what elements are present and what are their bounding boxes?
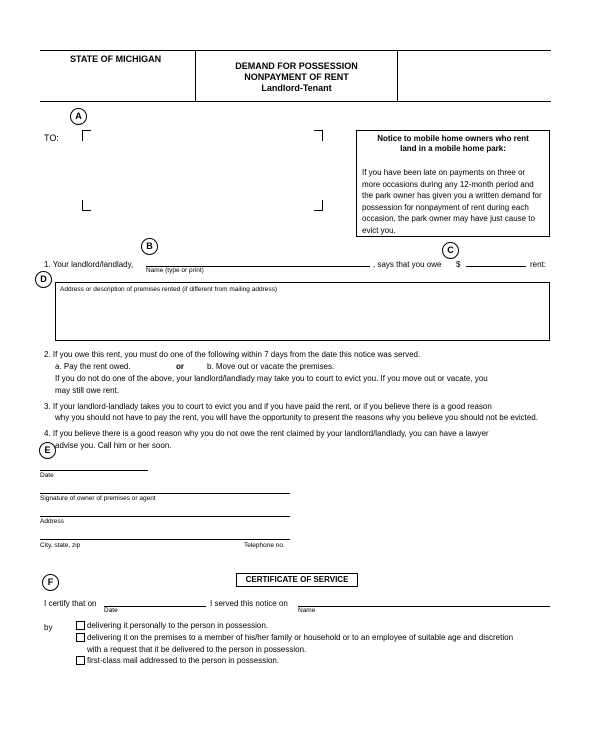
court-state: STATE OF MICHIGAN: [70, 54, 162, 64]
item2-line4: If you do not do one of the above, your landlord/landlady may take you to court to evict you. If you move out or vacate, you: [55, 374, 488, 383]
signature-line[interactable]: [40, 493, 290, 494]
premises-delivery-checkbox[interactable]: [76, 633, 85, 642]
item3-line2: why you should not have to pay the rent, you will have the opportunity to present the reasons why you believe you should not be evicted.: [55, 413, 538, 422]
personal-delivery-label: delivering it personally to the person in possession.: [87, 621, 268, 630]
address-corner-br: [314, 200, 323, 211]
date-caption: Date: [40, 472, 54, 479]
address-corner-tr: [314, 130, 323, 141]
premises-delivery-label-cont: with a request that it be delivered to the person in possession.: [87, 645, 307, 654]
address-corner-bl: [82, 200, 91, 211]
service-date-caption: Date: [104, 607, 118, 614]
marker-c: C: [442, 242, 459, 259]
date-line[interactable]: [40, 470, 148, 471]
service-date-line[interactable]: [104, 606, 206, 607]
item1-owe-text: , says that you owe: [373, 260, 442, 269]
certify-prefix: I certify that on: [44, 599, 97, 608]
marker-a: A: [70, 108, 87, 125]
header-top-border: [40, 50, 551, 51]
form-title: DEMAND FOR POSSESSION NONPAYMENT OF RENT Landlord-Tenant: [235, 61, 358, 93]
personal-delivery-checkbox[interactable]: [76, 621, 85, 630]
served-text: I served this notice on: [210, 599, 288, 608]
item1-suffix: rent:: [530, 260, 547, 269]
address-line[interactable]: [40, 516, 290, 517]
item3-line1: 3. If your landlord-landlady takes you to court to evict you and if you have paid the rent, or if you believe there is a good reason: [44, 402, 492, 411]
mobile-home-notice-box: [356, 130, 550, 237]
by-label: by: [44, 623, 53, 632]
item2-option-a: a. Pay the rent owed.: [55, 362, 131, 371]
certificate-title: CERTIFICATE OF SERVICE: [236, 573, 358, 587]
header-bottom-border: [40, 101, 551, 102]
dollar-sign: $: [456, 260, 461, 269]
notice-title: Notice to mobile home owners who rent land in a mobile home park:: [377, 134, 529, 153]
premises-delivery-label: delivering it on the premises to a member of his/her family or household or to an employee of suitable age and discretion: [87, 633, 514, 642]
item2-or: or: [176, 362, 184, 371]
marker-e: E: [39, 442, 56, 459]
telephone-caption: Telephone no.: [244, 542, 285, 549]
mail-delivery-checkbox[interactable]: [76, 656, 85, 665]
city-line[interactable]: [40, 539, 290, 540]
item4-line2: advise you. Call him or her soon.: [55, 441, 172, 450]
marker-b: B: [141, 238, 158, 255]
rent-amount-line[interactable]: [466, 266, 526, 267]
marker-d: D: [35, 271, 52, 288]
premises-address-box[interactable]: [55, 282, 550, 341]
item1-prefix: 1. Your landlord/landlady,: [44, 260, 134, 269]
marker-f: F: [42, 574, 59, 591]
landlord-name-caption: Name (type or print): [146, 267, 204, 274]
served-name-caption: Name: [298, 607, 316, 614]
premises-address-label: Address or description of premises rented (if different from mailing address): [60, 286, 278, 293]
to-label: TO:: [44, 133, 59, 143]
item4-line1: 4. If you believe there is a good reason why you do not owe the rent claimed by your landlord/landlady, you can have a lawyer: [44, 429, 489, 438]
signature-caption: Signature of owner of premises or agent: [40, 495, 156, 502]
address-corner-tl: [82, 130, 91, 141]
address-caption: Address: [40, 518, 64, 525]
served-name-line[interactable]: [298, 606, 550, 607]
header-divider-right: [397, 50, 398, 101]
item2-line5: may still owe rent.: [55, 386, 120, 395]
notice-body: If you have been late on payments on three or more occasions during any 12-month period and the park owner has given you a written demand for possession for nonpayment of rent during each occasion, the park owner may have just cause to evict you.: [362, 168, 542, 235]
city-caption: City, state, zip: [40, 542, 81, 549]
item2-option-b: b. Move out or vacate the premises.: [207, 362, 335, 371]
item2-line1: 2. If you owe this rent, you must do one of the following within 7 days from the date this notice was served.: [44, 350, 421, 359]
mail-delivery-label: first-class mail addressed to the person in possession.: [87, 656, 280, 665]
